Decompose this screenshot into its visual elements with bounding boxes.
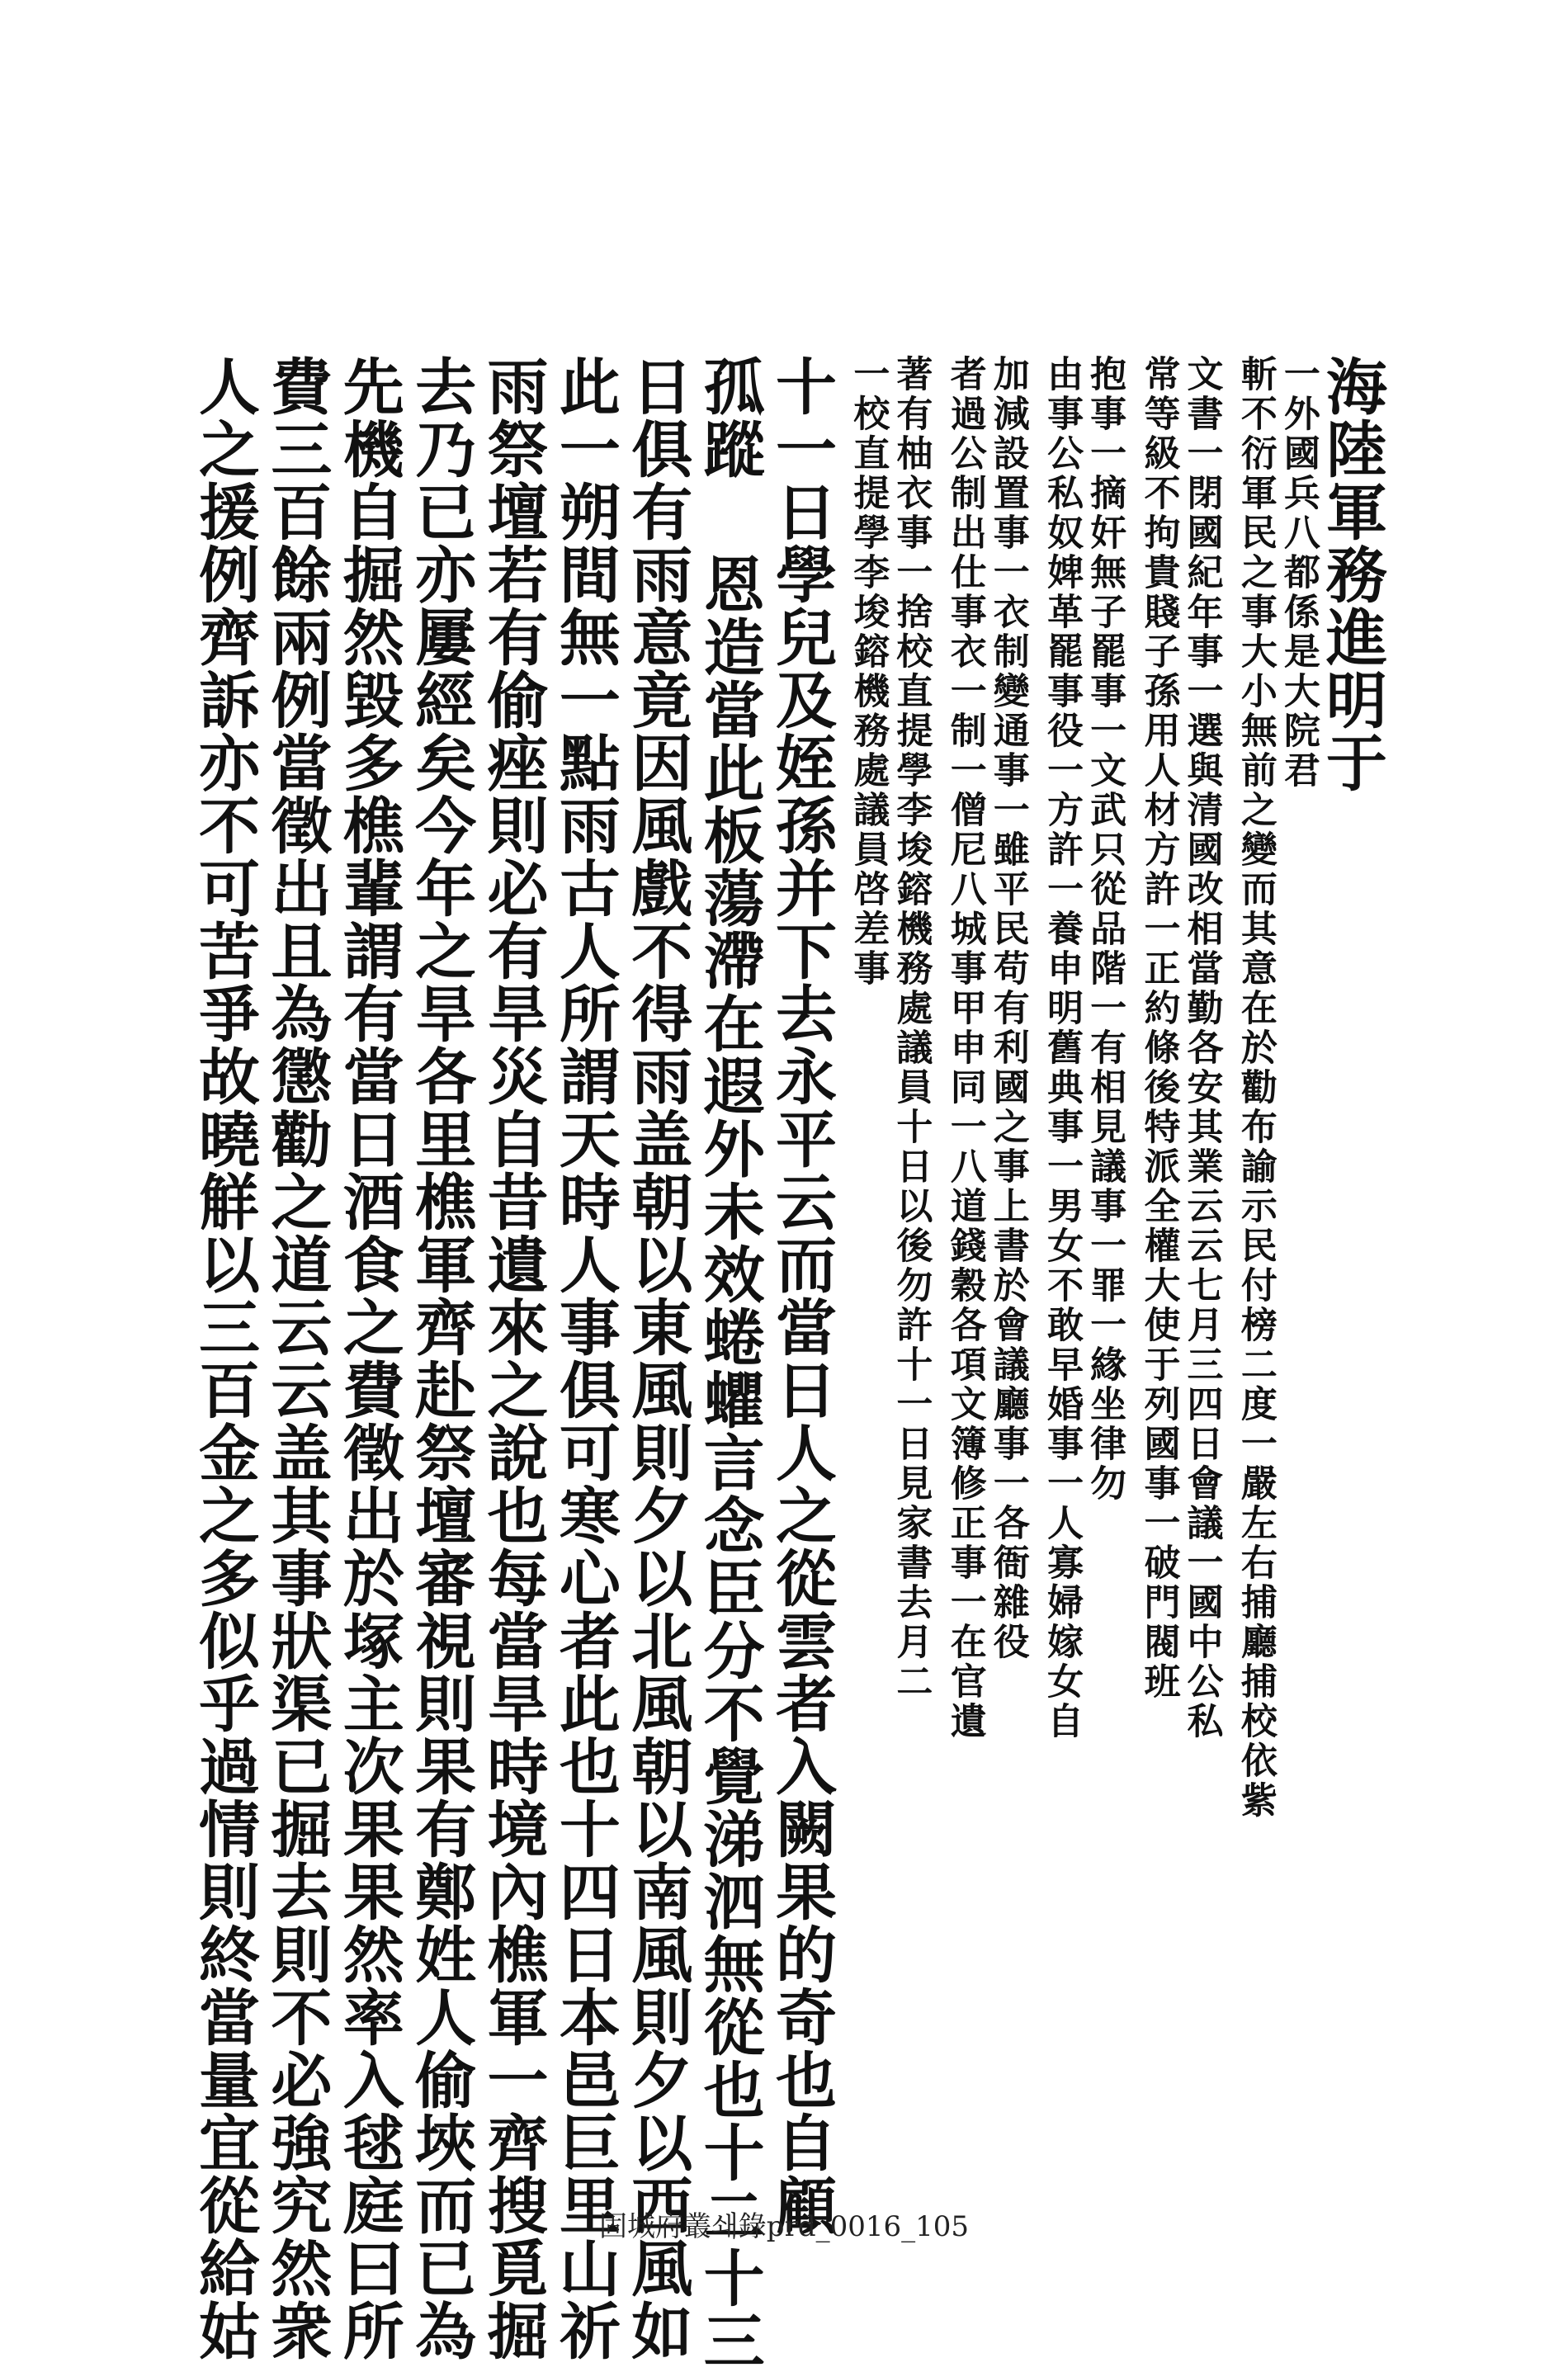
text-column-10: 雨祭壇若有偷痤則必有旱災自昔遺來之說也每當旱時境內樵軍一齊搜覓掘 (477, 355, 549, 2362)
text-column-4 (940, 355, 1029, 2055)
page-caption: 固城府叢쇄錄prd_0016_105 (598, 2210, 970, 2243)
column-5-annotation (843, 355, 933, 1702)
annotation-line: 著有柚衣事一捨校直提學李埈鎔機務處議員十日以後勿許十一日見家書去月二 (890, 355, 933, 1702)
annotation-line: 文書一閉國紀年事一選與清國改相當勤各安其業云云七月三四日會議一國中公私 (1180, 355, 1223, 1741)
column-1-main: 海陸軍務進明于 (1315, 355, 1387, 794)
text-column-8: 日俱有雨意竟因風戲不得雨盖朝以東風則夕以北風朝以南風則夕以西風如 (621, 355, 693, 2362)
annotation-line: 由事公私奴婢革罷事役一方許一養申明舊典事一男女不敢早婚事一人寡婦嫁女自 (1041, 355, 1084, 1741)
text-column-5 (843, 355, 933, 2055)
text-column-2 (1134, 355, 1223, 2055)
column-4-annotation (940, 355, 1029, 1741)
text-column-14: 人之援例齊訴亦不可苦爭故曉觧以三百金之多似乎過情則終當量宜從給姑 (189, 355, 260, 2362)
annotation-line: 斬不衍軍民之事大小無前之變而其意在於勸布諭示民付榜二度一嚴左右捕廳捕校依紫 (1234, 355, 1277, 1821)
annotation-line: 抱事一摘奸無子罷事一文武只從品階一有相見議事一罪一緣坐律勿 (1084, 355, 1126, 1504)
annotation-line: 加減設置事一衣制變通事一雖平民苟有利國之事上書於會議廳事一各衙雜役 (986, 355, 1029, 1662)
annotation-line: 一外國兵八都係是大院君 (1277, 355, 1320, 791)
text-column-13: 費三百餘兩例當徵出且為懲勸之道云云盖其事狀渠已掘去則不必強究然衆 (261, 355, 333, 2362)
annotation-line: 一校直提學李埈鎔機務處議員啓差事 (847, 355, 890, 989)
column-1-annotation (1230, 355, 1320, 1821)
annotation-line: 常等級不拘貴賤子孫用人材方許一正約條後特派全權大使于列國事一破門閥班 (1137, 355, 1180, 1702)
annotation-line: 者過公制出仕事衣一制一僧尼八城事甲申同一八道錢穀各項文簿修正事一在官遺 (943, 355, 986, 1741)
column-3-annotation (1037, 355, 1126, 1741)
text-column-1 (1230, 355, 1387, 2055)
text-column-7: 孤蹤 恩造當此板蕩滯在遐外未效蜷蠷言念臣分不覺涕泗無從也十二十三 (693, 355, 765, 2372)
text-column-11: 去乃已亦屢經矣今年之旱各里樵軍齊赴祭壇審視則果有鄭姓人偷埉而已為 (405, 355, 477, 2362)
text-column-9: 此一朔間無一點雨古人所謂天時人事俱可寒心者此也十四日本邑巨里山祈 (549, 355, 621, 2362)
column-2-annotation (1134, 355, 1223, 1741)
text-column-6: 十一日學兒及姪孫并下去永平云而當日人之從雲者入闕果的奇也自顧 (766, 355, 837, 2237)
text-column-12: 先機自掘然毀多樵輩謂有當日酒食之費徵出於塚主次果果然率入毬庭曰所 (333, 355, 404, 2362)
text-column-3 (1037, 355, 1126, 2055)
